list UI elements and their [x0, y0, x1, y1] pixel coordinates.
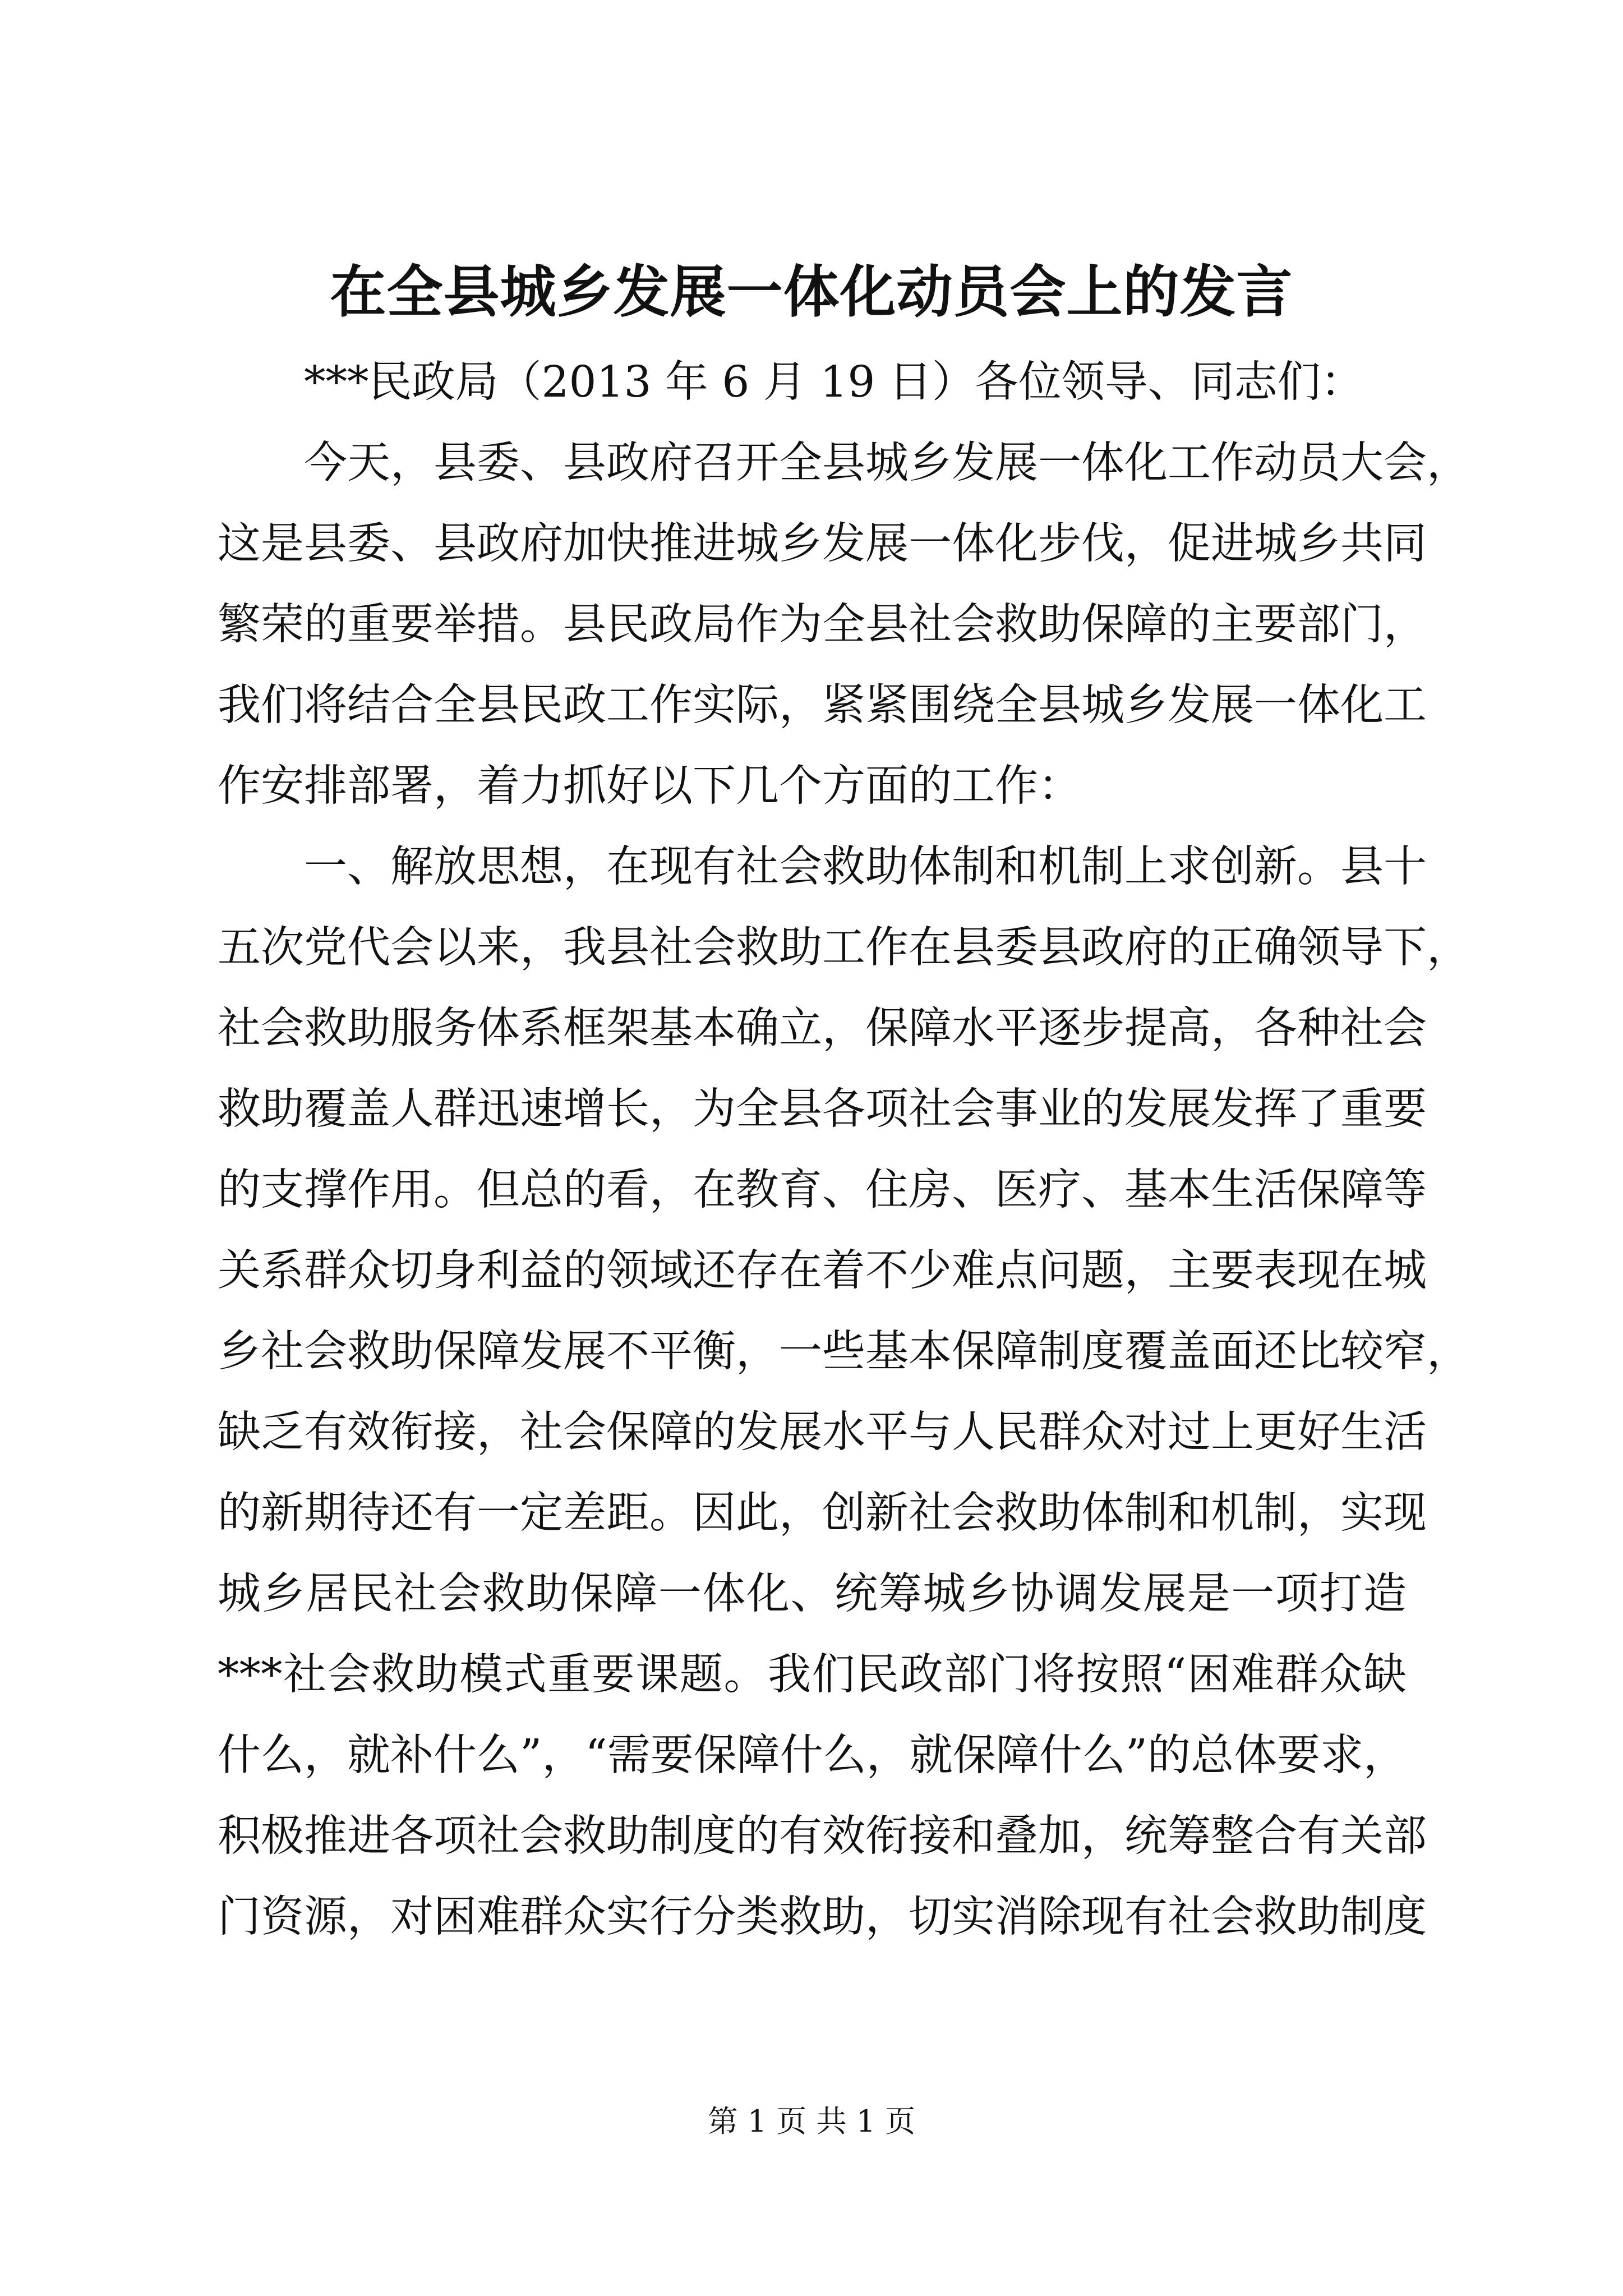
text-line: 五次党代会以来，我县社会救助工作在县委县政府的正确领导下， [218, 923, 1470, 973]
document-body [218, 342, 1470, 1958]
text-line: 的新期待还有一定差距。因此，创新社会救助体制和机制，实现 [218, 1488, 1427, 1538]
text-line: ***民政局（2013 年 6 月 19 日）各位领导、同志们： [304, 357, 1364, 407]
text-line: 我们将结合全县民政工作实际，紧紧围绕全县城乡发展一体化工 [218, 680, 1427, 730]
document-title: 在全县城乡发展一体化动员会上的发言 [330, 259, 1293, 325]
text-line: 今天，县委、县政府召开全县城乡发展一体化工作动员大会， [304, 438, 1470, 488]
text-line: 一、解放思想，在现有社会救助体制和机制上求创新。县十 [304, 842, 1427, 892]
text-line: ***社会救助模式重要课题。我们民政部门将按照“困难群众缺 [218, 1650, 1407, 1700]
text-line: 救助覆盖人群迅速增长，为全县各项社会事业的发展发挥了重要 [218, 1084, 1427, 1134]
text-line: 繁荣的重要举措。县民政局作为全县社会救助保障的主要部门， [218, 600, 1427, 650]
text-line: 城乡居民社会救助保障一体化、统筹城乡协调发展是一项打造 [218, 1569, 1407, 1619]
text-line: 缺乏有效衔接，社会保障的发展水平与人民群众对过上更好生活 [218, 1407, 1427, 1457]
text-line: 乡社会救助保障发展不平衡，一些基本保障制度覆盖面还比较窄， [218, 1327, 1470, 1377]
text-line: 什么，就补什么”，“需要保障什么，就保障什么”的总体要求， [218, 1731, 1407, 1780]
page-footer: 第 1 页 共 1 页 [707, 2104, 916, 2139]
text-line: 门资源，对困难群众实行分类救助，切实消除现有社会救助制度 [218, 1892, 1427, 1942]
text-line: 作安排部署，着力抓好以下几个方面的工作： [218, 761, 1081, 811]
text-line: 积极推进各项社会救助制度的有效衔接和叠加，统筹整合有关部 [218, 1811, 1427, 1861]
text-line: 这是县委、县政府加快推进城乡发展一体化步伐，促进城乡共同 [218, 519, 1427, 569]
text-line: 关系群众切身利益的领域还存在着不少难点问题，主要表现在城 [218, 1246, 1427, 1296]
text-line: 的支撑作用。但总的看，在教育、住房、医疗、基本生活保障等 [218, 1165, 1427, 1215]
text-line: 社会救助服务体系框架基本确立，保障水平逐步提高，各种社会 [218, 1004, 1427, 1053]
